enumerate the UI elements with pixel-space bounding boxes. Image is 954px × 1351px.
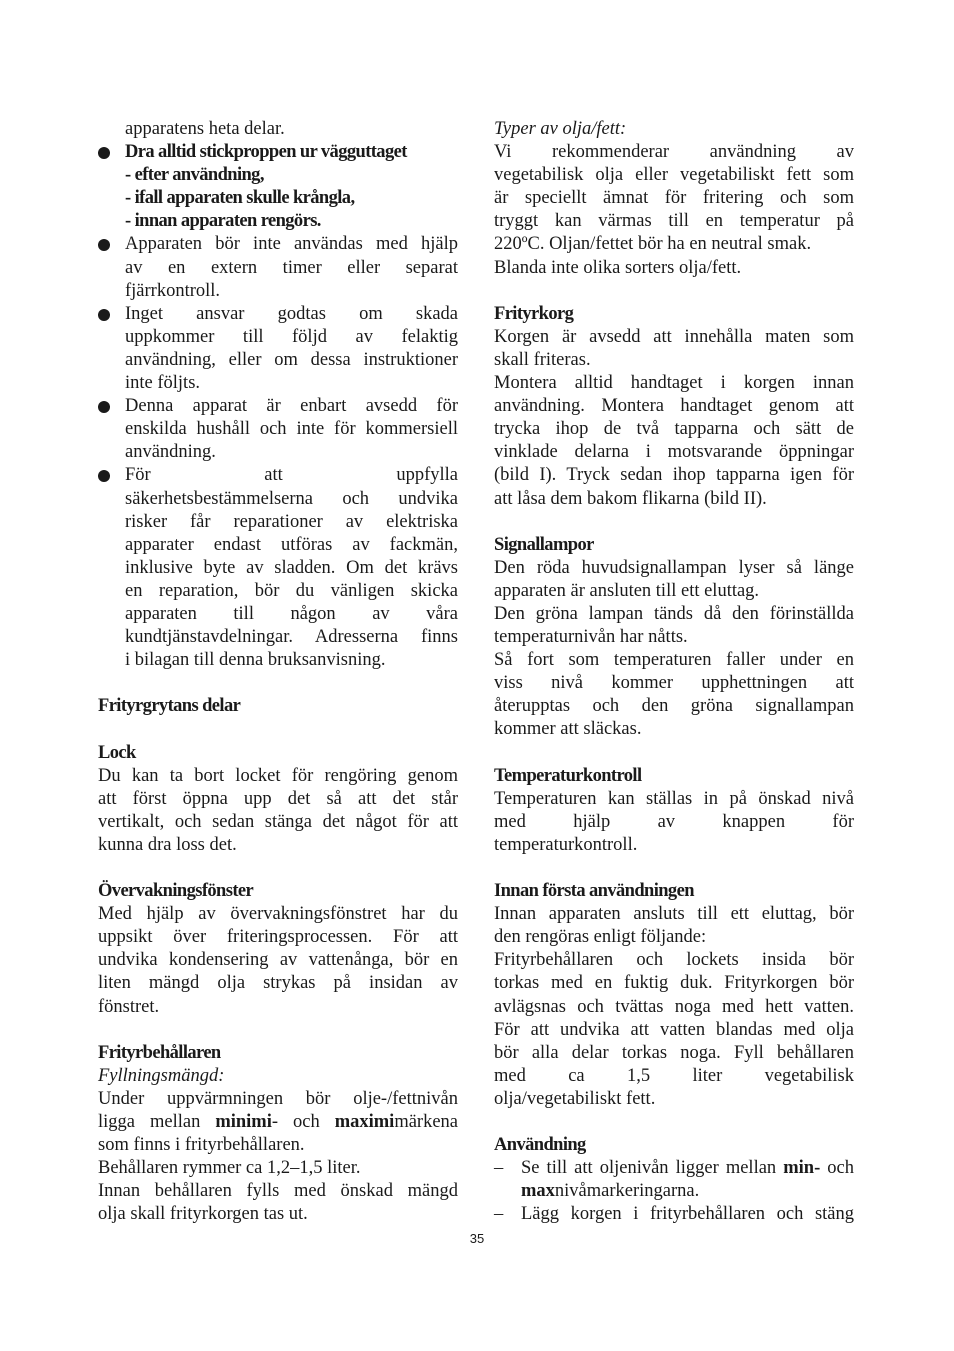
text-line: är speciellt ämnat för fritering och som (494, 188, 854, 209)
text-line: enskilda hushåll och inte för kommersiell (125, 419, 458, 440)
bullet-dot-icon (98, 309, 110, 321)
intro-line: apparatens heta delar. (125, 119, 285, 139)
text-line: en reparation, bör du vänligen skicka (125, 580, 458, 601)
text-line: vinklade delarna i motsvarande öppningar (494, 442, 854, 463)
bullet-dot-icon (98, 470, 110, 482)
text-line: säkerhetsbestämmelserna och undvika (125, 488, 458, 509)
lock-heading: Lock (98, 742, 136, 763)
text-line: återupptas och den gröna signallampan (494, 696, 854, 717)
text-line: bör alla delar torkas noga. Fyll behållaren (494, 1042, 854, 1063)
text-line: Blanda inte olika sorters olja/fett. (494, 257, 742, 278)
text-line: kunna dra loss det. (98, 834, 237, 855)
text-line: temperaturkontroll. (494, 834, 638, 855)
text-line: inklusive byte av sladden. Om det krävs (125, 557, 458, 578)
container-subheading: Fyllningsmängd: (98, 1065, 225, 1086)
text-line: apparaten är ansluten till ett eluttag. (494, 580, 760, 601)
text-line: Innan behållaren fylls med önskad mängd (98, 1181, 458, 1202)
unplug-heading: Dra alltid stickproppen ur vägguttaget (125, 142, 407, 163)
text-line: Inget ansvar godtas om skada (125, 303, 458, 324)
text-line: Med hjälp av övervakningsfönstret har du (98, 904, 458, 925)
text-line: 220ºC. Oljan/fettet bör ha en neutral smak. (494, 234, 812, 255)
usage-item (494, 1157, 854, 1203)
text-line: att först öppna upp det så att det står (98, 788, 458, 809)
page-number: 35 (469, 1231, 485, 1246)
text-line: Apparaten bör inte användas med hjälp (125, 234, 458, 255)
text-line: fjärrkontroll. (125, 280, 221, 301)
dash-marker: – (494, 1204, 504, 1225)
text-line: vegetabilisk olja eller vegetabiliskt fett som (494, 165, 854, 186)
text-line: med ca 1,5 liter vegetabilisk (494, 1065, 854, 1086)
temp-heading: Temperaturkontroll (494, 765, 642, 786)
text-line: maxnivåmarkeringarna. (521, 1181, 700, 1202)
text-line: Se till att oljenivån ligger mellan min- och (521, 1158, 855, 1179)
text-line: apparater endast utföras av fackmän, (125, 534, 458, 555)
text-line: att låsa dem bakom flikarna (bild II). (494, 488, 767, 509)
text-line: torkas med en fuktig duk. Frityrkorgen bör (494, 973, 854, 994)
text-line: användning. Montera handtaget genom att (494, 396, 854, 417)
text-line: olja/vegetabiliskt fett. (494, 1088, 656, 1109)
text-line: fönstret. (98, 996, 160, 1017)
unplug-item: - ifall apparaten skulle krångla, (125, 188, 355, 209)
bullet-dot-icon (98, 401, 110, 413)
text-line: Lägg korgen i frityrbehållaren och stäng (521, 1204, 854, 1225)
bullet-dot-icon (98, 147, 110, 159)
text-line: viss nivå kommer upphettningen att (494, 673, 854, 694)
text-line: undvika kondensering av vattenånga, bör en (98, 950, 458, 971)
oil-subheading: Typer av olja/fett: (494, 119, 627, 139)
text-line: Montera alltid handtaget i korgen innan (494, 373, 854, 394)
text-line: Vi rekommenderar användning av (494, 142, 854, 163)
text-line: Under uppvärmningen bör olje-/fettnivån (98, 1088, 458, 1109)
text-line: Den röda huvudsignallampan lyser så länge (494, 557, 854, 578)
unplug-item: - efter användning, (125, 165, 264, 186)
right-column (494, 118, 854, 1227)
text-line: (bild I). Tryck sedan ihop tapparna igen för (494, 465, 854, 486)
parts-heading: Frityrgrytans delar (98, 696, 241, 717)
text-line: inte följts. (125, 373, 201, 394)
text-line: i bilagan till denna bruksanvisning. (125, 650, 386, 671)
text-line: som finns i frityrbehållaren. (98, 1135, 305, 1156)
usage-heading: Användning (494, 1135, 586, 1156)
text-line: avlägsnas och tvättas noga med hett vatten. (494, 996, 854, 1017)
text-line: För att undvika att vatten blandas med olja (494, 1019, 854, 1040)
text-line: uppsikt över friteringsprocessen. För att (98, 927, 458, 948)
text-line: apparaten till någon av våra (125, 603, 458, 624)
text-line: Temperaturen kan ställas in på önskad nivå (494, 788, 854, 809)
bullet-liability (98, 303, 458, 395)
text-line: uppkommer till följd av felaktig (125, 326, 458, 347)
lamps-heading: Signallampor (494, 534, 594, 555)
text-line: den rengöras enligt följande: (494, 927, 707, 948)
text-line: ligga mellan minimi- och maximimärkena (98, 1112, 458, 1133)
bullet-household (98, 395, 458, 464)
text-line: Du kan ta bort locket för rengöring genom (98, 765, 458, 786)
container-heading: Frityrbehållaren (98, 1042, 221, 1063)
bullet-timer (98, 233, 458, 302)
bullet-unplug (98, 141, 458, 233)
text-line: Behållaren rymmer ca 1,2–1,5 liter. (98, 1158, 361, 1179)
text-line: skall friteras. (494, 349, 591, 370)
text-line: användning, eller om dessa instruktioner (125, 349, 458, 370)
text-line: trycka ihop de två tapparna och sätt de (494, 419, 854, 440)
first-use-heading: Innan första användningen (494, 881, 694, 902)
left-column (98, 118, 458, 1227)
text-line: med hjälp av knappen för (494, 811, 854, 832)
text-line: kundtjänstavdelningar. Adresserna finns (125, 627, 458, 648)
bullet-dot-icon (98, 239, 110, 251)
text-line: liten mängd olja strykas på insidan av (98, 973, 458, 994)
text-line: användning. (125, 442, 216, 463)
text-line: Den gröna lampan tänds då den förinställda (494, 603, 854, 624)
text-line: Korgen är avsedd att innehålla maten som (494, 326, 854, 347)
basket-heading: Frityrkorg (494, 303, 574, 324)
text-line: risker får reparationer av elektriska (125, 511, 458, 532)
text-line: av en extern timer eller separat (125, 257, 458, 278)
dash-marker: – (494, 1158, 504, 1179)
unplug-item: - innan apparaten rengörs. (125, 211, 321, 232)
text-line: temperaturnivån har nåtts. (494, 627, 688, 648)
text-line: Frityrbehållaren och lockets insida bör (494, 950, 854, 971)
text-line: olja skall frityrkorgen tas ut. (98, 1204, 308, 1225)
bullet-repairs (98, 464, 458, 672)
text-line: kommer att släckas. (494, 719, 642, 740)
text-line: Innan apparaten ansluts till ett eluttag, bör (494, 904, 854, 925)
text-line: Så fort som temperaturen faller under en (494, 650, 854, 671)
text-line: vertikalt, och sedan stänga det något för att (98, 811, 458, 832)
text-line: För att uppfylla (125, 465, 458, 486)
text-line: Denna apparat är enbart avsedd för (125, 396, 458, 417)
usage-item (494, 1203, 854, 1226)
text-line: tryggt kan värmas till en temperatur på (494, 211, 854, 232)
window-heading: Övervakningsfönster (98, 881, 254, 902)
